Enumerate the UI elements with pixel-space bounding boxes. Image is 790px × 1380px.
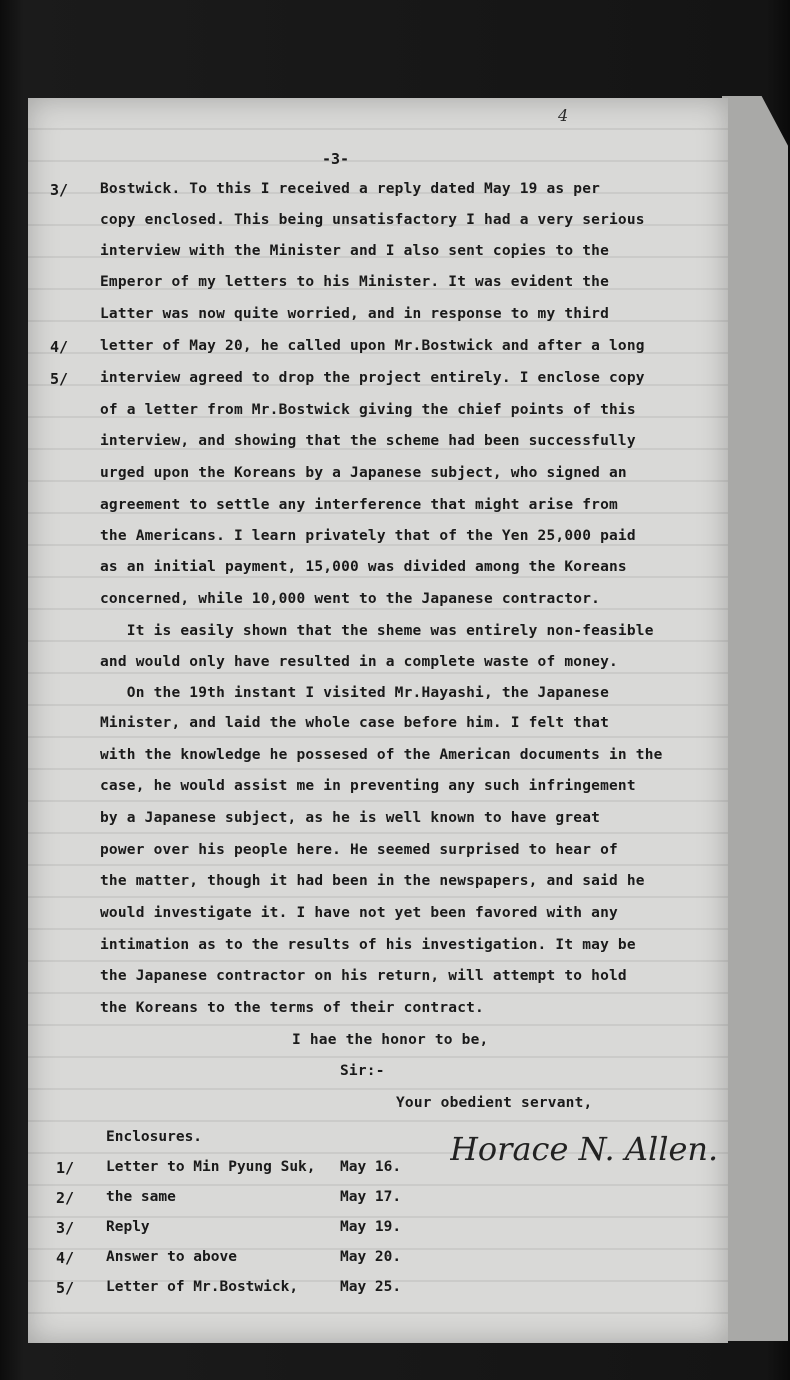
- body-line: power over his people here. He seemed surprised to hear of: [100, 842, 618, 858]
- body-line: letter of May 20, he called upon Mr.Bostwick and after a long: [100, 338, 645, 354]
- closing-servant: Your obedient servant,: [396, 1095, 593, 1111]
- body-line: the matter, though it had been in the newspapers, and said he: [100, 873, 645, 889]
- closing-honor: I hae the honor to be,: [292, 1032, 489, 1048]
- body-line: It is easily shown that the sheme was entirely non-feasible: [100, 623, 654, 639]
- body-line: interview agreed to drop the project entirely. I enclose copy: [100, 370, 645, 386]
- corner-note: 4: [558, 106, 569, 125]
- enclosure-label: Reply: [106, 1219, 150, 1235]
- body-line: copy enclosed. This being unsatisfactory I had a very serious: [100, 212, 645, 228]
- body-line: of a letter from Mr.Bostwick giving the chief points of this: [100, 402, 636, 418]
- body-line: the Americans. I learn privately that of the Yen 25,000 paid: [100, 528, 636, 544]
- body-line: On the 19th instant I visited Mr.Hayashi, the Japanese: [100, 685, 609, 701]
- page-number: -3-: [322, 150, 350, 168]
- body-line: concerned, while 10,000 went to the Japanese contractor.: [100, 591, 601, 607]
- signature-image: [450, 1118, 720, 1178]
- enclosure-label: Letter to Min Pyung Suk,: [106, 1159, 316, 1175]
- body-line: Latter was now quite worried, and in response to my third: [100, 306, 609, 322]
- enclosure-number: 1/: [56, 1159, 75, 1177]
- body-line: Bostwick. To this I received a reply dated May 19 as per: [100, 181, 601, 197]
- body-line: case, he would assist me in preventing any such infringement: [100, 778, 636, 794]
- margin-mark: 5/: [50, 370, 69, 388]
- body-line: interview, and showing that the scheme had been successfully: [100, 433, 636, 449]
- enclosure-label: Answer to above: [106, 1249, 237, 1265]
- body-line: Emperor of my letters to his Minister. It was evident the: [100, 274, 609, 290]
- body-line: intimation as to the results of his investigation. It may be: [100, 937, 636, 953]
- enclosure-date: May 19.: [340, 1219, 402, 1235]
- closing-sir: Sir:-: [340, 1063, 385, 1079]
- body-line: agreement to settle any interference that might arise from: [100, 497, 618, 513]
- enclosure-number: 3/: [56, 1219, 75, 1237]
- enclosures-heading: Enclosures.: [106, 1129, 203, 1145]
- enclosure-date: May 20.: [340, 1249, 402, 1265]
- body-line: with the knowledge he possesed of the American documents in the: [100, 747, 663, 763]
- body-line: and would only have resulted in a complete waste of money.: [100, 654, 618, 670]
- enclosure-date: May 16.: [340, 1159, 402, 1175]
- body-line: urged upon the Koreans by a Japanese subject, who signed an: [100, 465, 627, 481]
- body-line: Minister, and laid the whole case before him. I felt that: [100, 715, 609, 731]
- body-line: would investigate it. I have not yet been favored with any: [100, 905, 618, 921]
- body-line: the Koreans to the terms of their contract.: [100, 1000, 484, 1016]
- enclosure-number: 4/: [56, 1249, 75, 1267]
- paper-edge: [722, 96, 788, 1341]
- enclosure-number: 2/: [56, 1189, 75, 1207]
- enclosure-date: May 17.: [340, 1189, 402, 1205]
- margin-mark: 3/: [50, 181, 69, 199]
- body-line: interview with the Minister and I also sent copies to the: [100, 243, 609, 259]
- body-line: by a Japanese subject, as he is well known to have great: [100, 810, 601, 826]
- signature-text: Horace N. Allen.: [450, 1130, 719, 1168]
- margin-mark: 4/: [50, 338, 69, 356]
- body-line: the Japanese contractor on his return, will attempt to hold: [100, 968, 627, 984]
- enclosure-label: Letter of Mr.Bostwick,: [106, 1279, 299, 1295]
- enclosure-date: May 25.: [340, 1279, 402, 1295]
- body-line: as an initial payment, 15,000 was divided among the Koreans: [100, 559, 627, 575]
- enclosure-label: the same: [106, 1189, 176, 1205]
- enclosure-number: 5/: [56, 1279, 75, 1297]
